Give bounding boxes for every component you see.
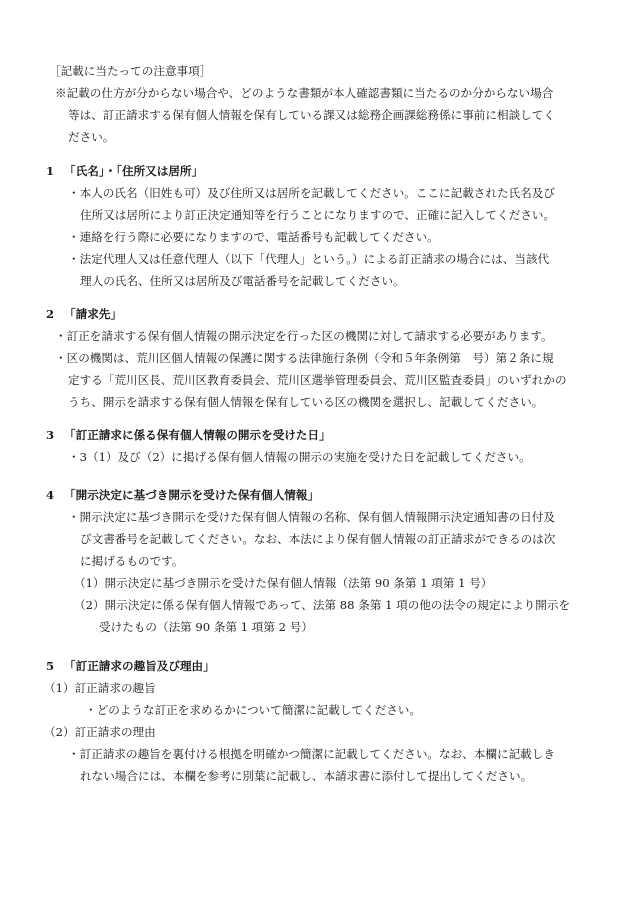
section-4-line-2: び文書番号を記載してください。なお、本法により保有個人情報の訂正請求ができるのは次 — [80, 532, 556, 546]
section-3-line-1: ・3（1）及び（2）に掲げる保有個人情報の開示の実施を受けた日を記載してください。 — [68, 450, 531, 464]
section-1-title: 「氏名」・「住所又は居所」 — [64, 164, 204, 178]
intro-line-2: 等は、訂正請求する保有個人情報を保有している課又は総務企画課総務係に事前に相談してく — [68, 108, 555, 122]
section-4-title: 「開示決定に基づき開示を受けた保有個人情報」 — [64, 488, 320, 502]
section-1-number: 1 — [46, 164, 55, 178]
section-2-line-2: ・区の機関は、荒川区個人情報の保護に関する法律施行条例（令和５年条例第 号）第２条に規 — [55, 351, 554, 365]
section-3-title: 「訂正請求に係る保有個人情報の開示を受けた日」 — [64, 428, 331, 442]
section-4-line-1: ・開示決定に基づき開示を受けた保有個人情報の名称、保有個人情報開示決定通知書の日付及 — [68, 510, 555, 524]
section-5-sub-2-line-2: れない場合には、本欄を参考に別葉に記載し、本請求書に添付して提出してください。 — [80, 769, 533, 783]
section-2-line-4: うち、開示を請求する保有個人情報を保有している区の機関を選択し、記載してください。 — [68, 395, 544, 409]
section-2-line-1: ・訂正を請求する保有個人情報の開示決定を行った区の機関に対して請求する必要があります。 — [55, 329, 553, 343]
section-1-line-5: 理人の氏名、住所又は居所及び電話番号を記載してください。 — [80, 274, 405, 288]
section-4-item-2-cont: 受けたもの（法第 90 条第 1 項第 2 号） — [99, 620, 313, 634]
section-3-number: 3 — [46, 428, 55, 442]
section-5-sub-2-heading: （2）訂正請求の理由 — [44, 725, 156, 739]
section-2-number: 2 — [46, 307, 55, 321]
section-2-line-3: 定する「荒川区長、荒川区教育委員会、荒川区選挙管理委員会、荒川区監査委員」のいずれかの — [68, 373, 567, 387]
section-4-item-1: （1）開示決定に基づき開示を受けた保有個人情報（法第 90 条第 1 項第 1 号） — [74, 576, 493, 590]
section-1-line-4: ・法定代理人又は任意代理人（以下「代理人」という。）による訂正請求の場合には、当該代 — [68, 252, 550, 266]
section-1-line-1: ・本人の氏名（旧姓も可）及び住所又は居所を記載してください。ここに記載された氏名及び — [68, 186, 555, 200]
intro-line-3: ださい。 — [68, 130, 115, 144]
intro-line-1: ※記載の仕方が分からない場合や、どのような書類が本人確認書類に当たるのか分からない場合 — [55, 86, 554, 100]
notes-header: ［記載に当たっての注意事項］ — [49, 64, 212, 78]
section-5-sub-2-line-1: ・訂正請求の趣旨を裏付ける根拠を明確かつ簡潔に記載してください。なお、本欄に記載しき — [68, 747, 555, 761]
section-1-line-3: ・連絡を行う際に必要になりますので、電話番号も記載してください。 — [68, 230, 439, 244]
section-5-sub-1-text: ・どのような訂正を求めるかについて簡潔に記載してください。 — [85, 703, 421, 717]
section-1-line-2: 住所又は居所により訂正決定通知等を行うことになりますので、正確に記入してください。 — [80, 208, 556, 222]
section-4-number: 4 — [46, 488, 55, 502]
section-4-item-2: （2）開示決定に係る保有個人情報であって、法第 88 条第 1 項の他の法令の規定により開示を — [74, 598, 571, 612]
section-2-title: 「請求先」 — [64, 307, 122, 321]
section-5-title: 「訂正請求の趣旨及び理由」 — [64, 659, 215, 673]
section-5-number: 5 — [46, 659, 55, 673]
section-4-line-3: に掲げるものです。 — [80, 554, 184, 568]
section-5-sub-1-heading: （1）訂正請求の趣旨 — [44, 681, 156, 695]
